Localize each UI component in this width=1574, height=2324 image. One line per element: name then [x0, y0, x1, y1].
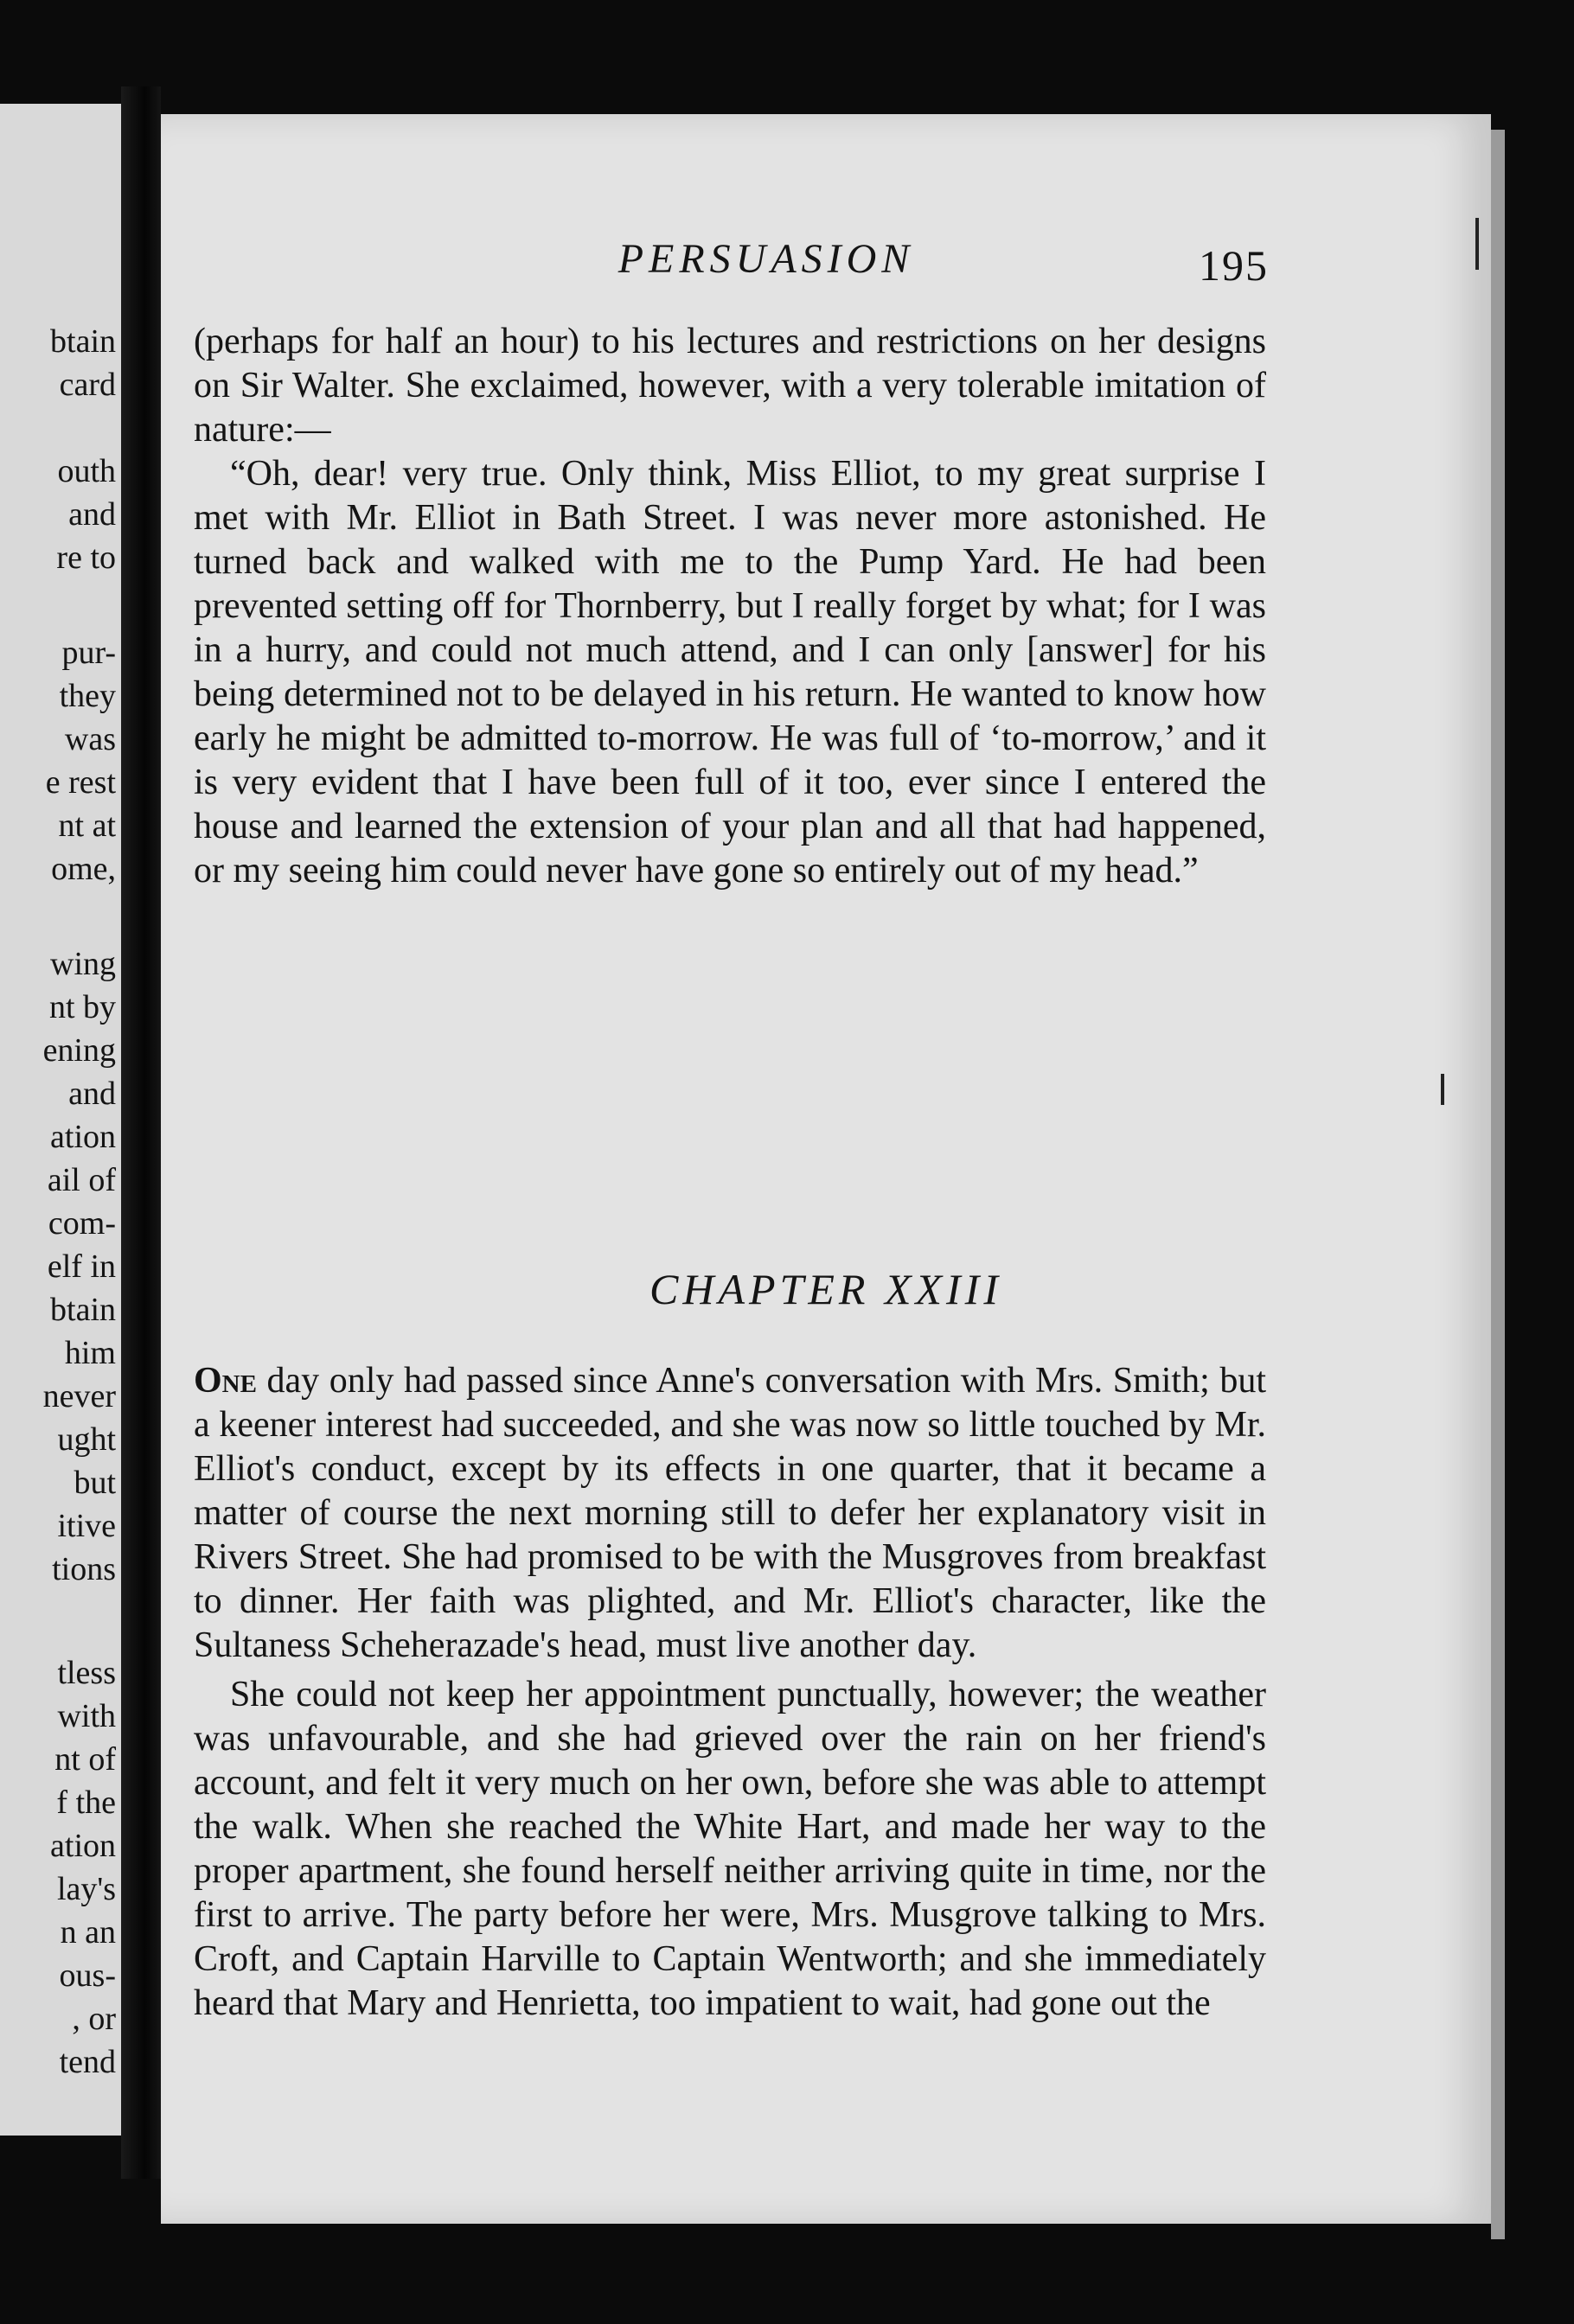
left-page-fragment: elf in — [47, 1248, 116, 1285]
paragraph-text: day only had passed since Anne's conversation with Mrs. Smith; but a keener interest had succeeded, and she was now so little touched by Mr. Elliot's conduct, except by its effects in one quarter, that it became a matter of course the next morning still to defer her explanatory visit in Rivers Street. She had promised to be with the Musgroves from breakfast to dinner. Her faith was plighted, and Mr. Elliot's character, like the Sultaness Scheherazade's head, must live another day. — [194, 1361, 1266, 1665]
left-page-fragment: re to — [56, 540, 116, 576]
left-page-fragment: nt of — [54, 1741, 116, 1778]
left-page-fragment: tend — [59, 2044, 116, 2080]
left-page-fragment: him — [64, 1335, 116, 1371]
left-page-fragment: nt at — [58, 808, 116, 844]
left-page-fragment: f the — [56, 1784, 116, 1821]
book-page — [161, 114, 1491, 2224]
page-header — [161, 235, 1491, 296]
left-page-fragment: never — [42, 1378, 116, 1414]
page-stack-edge — [1491, 130, 1505, 2239]
paragraph: “Oh, dear! very true. Only think, Miss Elliot, to my great surprise I met with Mr. Elliot in Bath Street. I was never more astonished. He turned back and walked with me to the Pump Yard. He had been prevented setting off for Thornberry, but I really forget by what; for I was in a hurry, and could not much attend, and I can only [answer] for his being determined not to be delayed in his return. He wanted to know how early he might be admitted to-morrow. He was full of ‘to-morrow,’ and it is very evident that I have been full of it too, ever since I entered the house and learned the extension of your plan and all that had happened, or my seeing him could never have gone so entirely out of my head.” — [194, 454, 1266, 891]
chapter-title: CHAPTER XXIII — [649, 1265, 1002, 1313]
left-page-fragment: was — [64, 721, 116, 757]
paragraph — [194, 1359, 1266, 1668]
left-page-fragment: ening — [42, 1032, 116, 1069]
left-page-fragment: e rest — [45, 764, 116, 801]
left-page-fragment: com- — [48, 1205, 116, 1242]
left-page-fragment: ous- — [59, 1957, 116, 1994]
previous-page-edge — [0, 104, 121, 2136]
scan-mark — [1475, 218, 1479, 270]
book-spine — [121, 86, 161, 2179]
chapter-text — [194, 1359, 1266, 2026]
page-number: 195 — [1199, 241, 1269, 290]
continued-text — [194, 320, 1266, 893]
left-page-fragment: ail of — [47, 1162, 116, 1198]
left-page-fragment: and — [68, 496, 116, 533]
left-page-fragment: tless — [57, 1655, 116, 1691]
left-page-fragment: itive — [57, 1508, 116, 1544]
left-page-fragment: nt by — [48, 989, 116, 1025]
left-page-fragment: with — [57, 1698, 116, 1734]
left-page-fragment: and — [68, 1076, 116, 1112]
left-page-fragment: , or — [72, 2001, 116, 2037]
left-page-fragment: n an — [60, 1914, 116, 1950]
running-title: PERSUASION — [617, 236, 915, 282]
left-page-fragment: outh — [57, 453, 116, 489]
left-page-fragment: ome, — [51, 851, 116, 887]
left-page-fragment: ught — [57, 1421, 116, 1458]
chapter-first-word: One — [194, 1361, 257, 1401]
left-page-fragment: card — [59, 367, 116, 403]
left-page-fragment: btain — [50, 323, 116, 360]
left-page-fragment: wing — [50, 946, 116, 982]
left-page-fragment: but — [74, 1465, 116, 1501]
left-page-fragment: they — [59, 678, 116, 714]
left-page-fragment: ation — [50, 1828, 116, 1864]
left-page-fragment: tions — [52, 1551, 116, 1587]
left-page-fragment: btain — [50, 1292, 116, 1328]
left-page-fragment: ation — [50, 1119, 116, 1155]
paragraph: She could not keep her appointment punctually, however; the weather was unfavourable, and she had grieved over the rain on her friend's account, and felt it very much on her own, before she was able to attempt the walk. When she reached the White Hart, and made her way to the proper apartment, she found herself neither arriving quite in time, nor the first to arrive. The party before her were, Mrs. Musgrove talking to Mrs. Croft, and Captain Harville to Captain Wentworth; and she immediately heard that Mary and Henrietta, too impatient to wait, had gone out the — [194, 1675, 1266, 2023]
left-page-fragment: pur- — [61, 635, 116, 671]
scan-mark — [1441, 1074, 1444, 1105]
paragraph: (perhaps for half an hour) to his lectures and restrictions on her designs on Sir Walter. She exclaimed, however, with a very tolerable imitation of nature:— — [194, 322, 1266, 450]
left-page-fragment: lay's — [56, 1871, 116, 1907]
